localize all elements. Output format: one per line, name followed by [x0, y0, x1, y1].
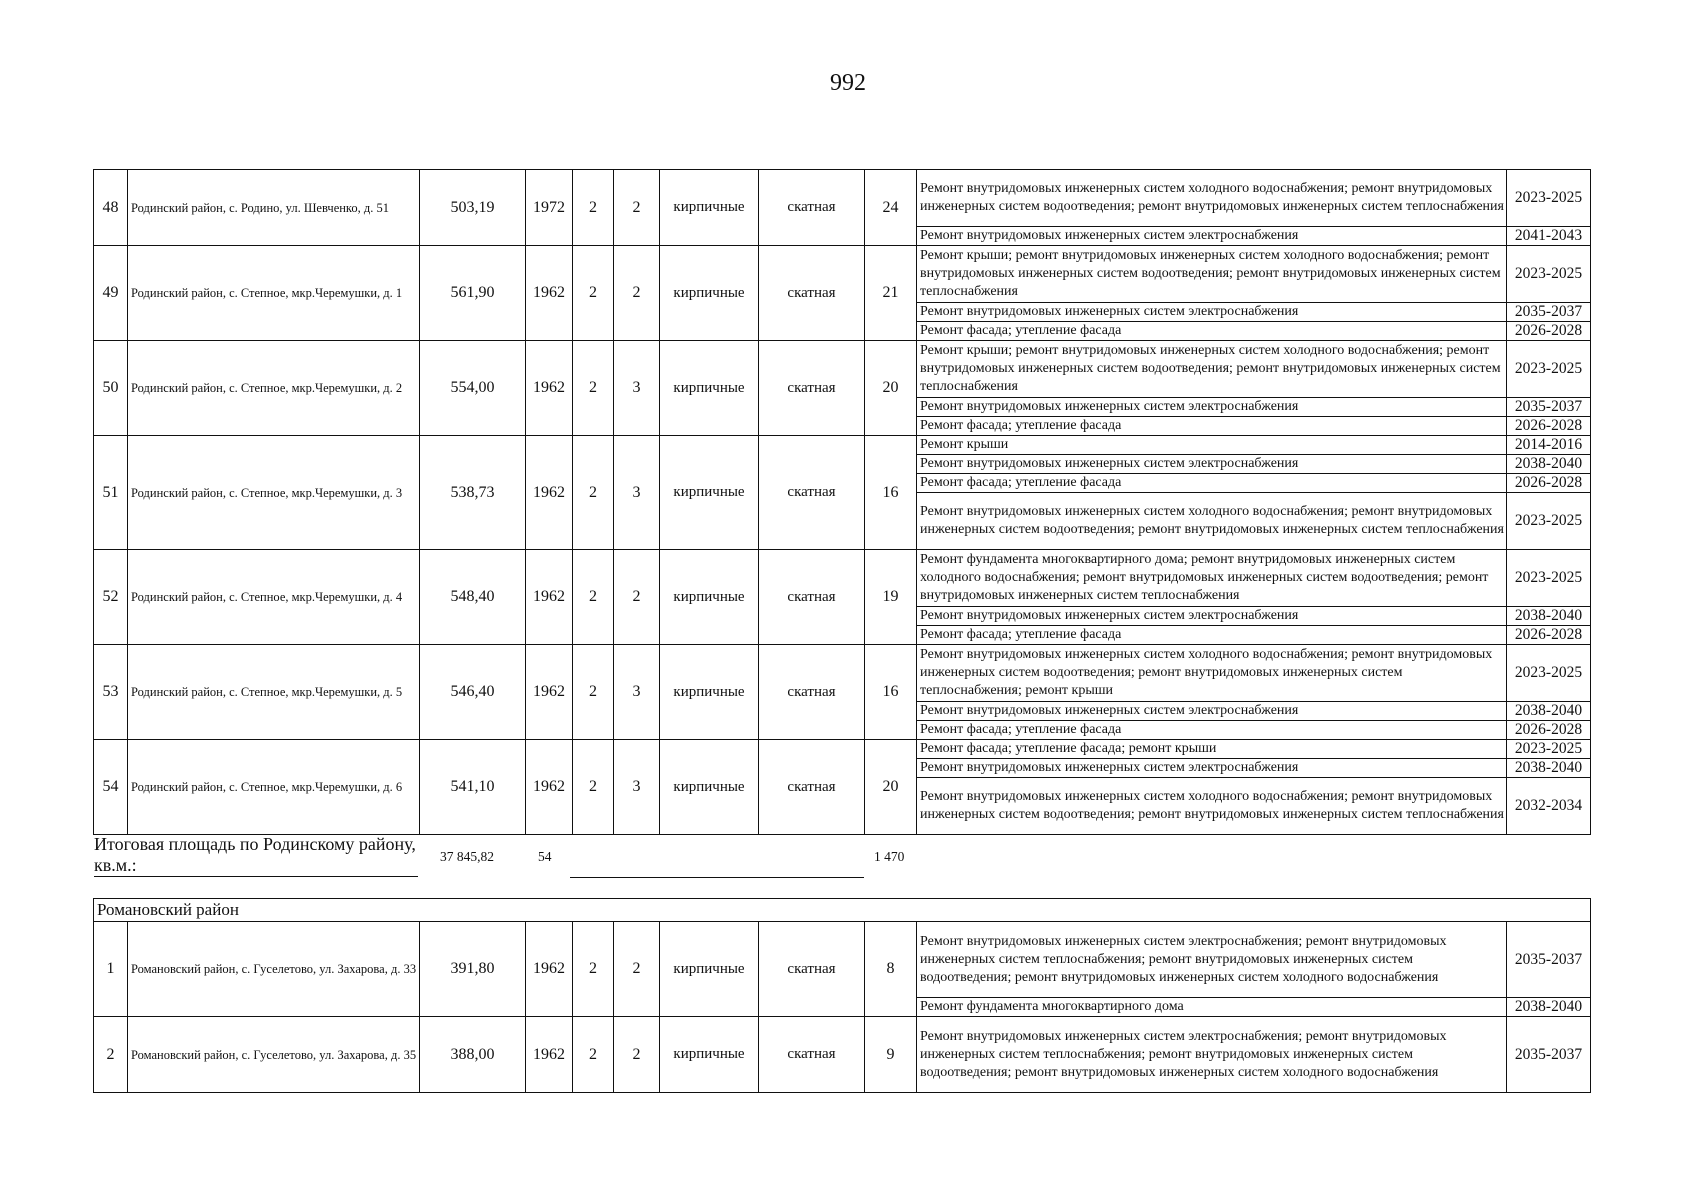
- work-period-cell: 2038-2040: [1507, 702, 1591, 721]
- work-description-cell: Ремонт внутридомовых инженерных систем электроснабжения: [917, 607, 1507, 626]
- work-period-cell: 2026-2028: [1507, 626, 1591, 645]
- table-row: [94, 922, 1591, 998]
- floors-cell: 2: [573, 436, 614, 550]
- roof-type-cell: скатная: [759, 550, 865, 645]
- work-period-cell: 2038-2040: [1507, 607, 1591, 626]
- work-period-cell: 2026-2028: [1507, 474, 1591, 493]
- walls-material-cell: кирпичные: [660, 170, 759, 246]
- residents-cell: 16: [865, 436, 917, 550]
- work-period-cell: 2035-2037: [1507, 303, 1591, 322]
- residents-cell: 20: [865, 341, 917, 436]
- floors-cell: 2: [573, 1017, 614, 1093]
- area-cell: 554,00: [420, 341, 526, 436]
- row-number: 51: [94, 436, 128, 550]
- year-cell: 1962: [526, 550, 573, 645]
- year-cell: 1962: [526, 246, 573, 341]
- row-number: 50: [94, 341, 128, 436]
- table-body: [94, 899, 1591, 1093]
- work-period-cell: 2023-2025: [1507, 550, 1591, 607]
- residents-cell: 24: [865, 170, 917, 246]
- address-cell: Родинский район, с. Степное, мкр.Черемушки, д. 1: [128, 246, 420, 341]
- work-period-cell: 2026-2028: [1507, 721, 1591, 740]
- row-number: 52: [94, 550, 128, 645]
- section-header-row: [94, 899, 1591, 922]
- work-period-cell: 2035-2037: [1507, 922, 1591, 998]
- entrances-cell: 3: [614, 341, 660, 436]
- row-number: 49: [94, 246, 128, 341]
- work-description-cell: Ремонт фасада; утепление фасада: [917, 417, 1507, 436]
- entrances-cell: 3: [614, 436, 660, 550]
- work-description-cell: Ремонт фундамента многоквартирного дома; ремонт внутридомовых инженерных систем холодного водоснабжения; ремонт внутридомовых инженерных систем водоотведения; ремонт внутридомовых инженерных систем теплоснабжения: [917, 550, 1507, 607]
- walls-material-cell: кирпичные: [660, 645, 759, 740]
- total-residents: 1 470: [874, 849, 905, 864]
- residents-cell: 8: [865, 922, 917, 1017]
- year-cell: 1962: [526, 645, 573, 740]
- roof-type-cell: скатная: [759, 246, 865, 341]
- address-cell: Родинский район, с. Степное, мкр.Черемушки, д. 4: [128, 550, 420, 645]
- work-description-cell: Ремонт внутридомовых инженерных систем электроснабжения: [917, 759, 1507, 778]
- work-description-cell: Ремонт фундамента многоквартирного дома: [917, 998, 1507, 1017]
- work-description-cell: Ремонт внутридомовых инженерных систем электроснабжения: [917, 303, 1507, 322]
- work-description-cell: Ремонт внутридомовых инженерных систем электроснабжения: [917, 702, 1507, 721]
- total-count: 54: [538, 849, 552, 864]
- area-cell: 538,73: [420, 436, 526, 550]
- roof-type-cell: скатная: [759, 922, 865, 1017]
- roof-type-cell: скатная: [759, 1017, 865, 1093]
- work-description-cell: Ремонт фасада; утепление фасада: [917, 721, 1507, 740]
- work-period-cell: 2023-2025: [1507, 341, 1591, 398]
- table-row: [94, 170, 1591, 227]
- residents-cell: 19: [865, 550, 917, 645]
- address-cell: Родинский район, с. Степное, мкр.Черемушки, д. 3: [128, 436, 420, 550]
- year-cell: 1962: [526, 922, 573, 1017]
- floors-cell: 2: [573, 922, 614, 1017]
- table-row: [94, 436, 1591, 455]
- work-period-cell: 2023-2025: [1507, 246, 1591, 303]
- residents-cell: 20: [865, 740, 917, 835]
- work-description-cell: Ремонт внутридомовых инженерных систем электроснабжения; ремонт внутридомовых инженерных систем теплоснабжения; ремонт внутридомовых инженерных систем водоотведения; ремонт внутридомовых инженерных систем холодного водоснабжения: [917, 1017, 1507, 1093]
- work-description-cell: Ремонт внутридомовых инженерных систем электроснабжения; ремонт внутридомовых инженерных систем теплоснабжения; ремонт внутридомовых инженерных систем водоотведения; ремонт внутридомовых инженерных систем холодного водоснабжения: [917, 922, 1507, 998]
- section-title: Романовский район: [94, 899, 1591, 922]
- table-row: [94, 550, 1591, 607]
- table-row: [94, 1017, 1591, 1093]
- roof-type-cell: скатная: [759, 436, 865, 550]
- work-period-cell: 2026-2028: [1507, 417, 1591, 436]
- work-period-cell: 2035-2037: [1507, 398, 1591, 417]
- area-cell: 391,80: [420, 922, 526, 1017]
- work-period-cell: 2035-2037: [1507, 1017, 1591, 1093]
- walls-material-cell: кирпичные: [660, 550, 759, 645]
- work-period-cell: 2023-2025: [1507, 170, 1591, 227]
- address-cell: Родинский район, с. Родино, ул. Шевченко, д. 51: [128, 170, 420, 246]
- floors-cell: 2: [573, 645, 614, 740]
- residents-cell: 9: [865, 1017, 917, 1093]
- area-cell: 546,40: [420, 645, 526, 740]
- residents-cell: 16: [865, 645, 917, 740]
- roof-type-cell: скатная: [759, 740, 865, 835]
- roof-type-cell: скатная: [759, 170, 865, 246]
- year-cell: 1962: [526, 740, 573, 835]
- table-row: [94, 740, 1591, 759]
- year-cell: 1962: [526, 1017, 573, 1093]
- work-description-cell: Ремонт внутридомовых инженерных систем электроснабжения: [917, 455, 1507, 474]
- work-description-cell: Ремонт внутридомовых инженерных систем холодного водоснабжения; ремонт внутридомовых инженерных систем водоотведения; ремонт внутридомовых инженерных систем теплоснабжения; ремонт крыши: [917, 645, 1507, 702]
- row-number: 1: [94, 922, 128, 1017]
- address-cell: Родинский район, с. Степное, мкр.Черемушки, д. 5: [128, 645, 420, 740]
- table-row: [94, 341, 1591, 398]
- work-description-cell: Ремонт крыши; ремонт внутридомовых инженерных систем холодного водоснабжения; ремонт внутридомовых инженерных систем водоотведения; ремонт внутридомовых инженерных систем теплоснабжения: [917, 341, 1507, 398]
- walls-material-cell: кирпичные: [660, 922, 759, 1017]
- address-cell: Родинский район, с. Степное, мкр.Черемушки, д. 2: [128, 341, 420, 436]
- table-body: [94, 170, 1591, 835]
- address-cell: Романовский район, с. Гуселетово, ул. Захарова, д. 35: [128, 1017, 420, 1093]
- totals-underline: [570, 877, 864, 878]
- work-description-cell: Ремонт фасада; утепление фасада: [917, 474, 1507, 493]
- work-description-cell: Ремонт фасада; утепление фасада; ремонт крыши: [917, 740, 1507, 759]
- roof-type-cell: скатная: [759, 341, 865, 436]
- walls-material-cell: кирпичные: [660, 246, 759, 341]
- floors-cell: 2: [573, 170, 614, 246]
- entrances-cell: 2: [614, 550, 660, 645]
- work-period-cell: 2032-2034: [1507, 778, 1591, 835]
- area-cell: 541,10: [420, 740, 526, 835]
- year-cell: 1972: [526, 170, 573, 246]
- work-description-cell: Ремонт внутридомовых инженерных систем электроснабжения: [917, 227, 1507, 246]
- work-period-cell: 2023-2025: [1507, 740, 1591, 759]
- walls-material-cell: кирпичные: [660, 1017, 759, 1093]
- area-cell: 561,90: [420, 246, 526, 341]
- work-period-cell: 2026-2028: [1507, 322, 1591, 341]
- entrances-cell: 2: [614, 170, 660, 246]
- row-number: 54: [94, 740, 128, 835]
- work-description-cell: Ремонт крыши: [917, 436, 1507, 455]
- row-number: 48: [94, 170, 128, 246]
- buildings-table-romanovsky: [93, 898, 1591, 1093]
- address-cell: Родинский район, с. Степное, мкр.Черемушки, д. 6: [128, 740, 420, 835]
- walls-material-cell: кирпичные: [660, 436, 759, 550]
- floors-cell: 2: [573, 246, 614, 341]
- work-description-cell: Ремонт крыши; ремонт внутридомовых инженерных систем холодного водоснабжения; ремонт внутридомовых инженерных систем водоотведения; ремонт внутридомовых инженерных систем теплоснабжения: [917, 246, 1507, 303]
- walls-material-cell: кирпичные: [660, 740, 759, 835]
- floors-cell: 2: [573, 550, 614, 645]
- total-area: 37 845,82: [440, 849, 494, 864]
- residents-cell: 21: [865, 246, 917, 341]
- work-period-cell: 2023-2025: [1507, 645, 1591, 702]
- work-description-cell: Ремонт внутридомовых инженерных систем электроснабжения: [917, 398, 1507, 417]
- entrances-cell: 3: [614, 645, 660, 740]
- floors-cell: 2: [573, 341, 614, 436]
- roof-type-cell: скатная: [759, 645, 865, 740]
- work-period-cell: 2038-2040: [1507, 759, 1591, 778]
- work-period-cell: 2041-2043: [1507, 227, 1591, 246]
- row-number: 53: [94, 645, 128, 740]
- work-description-cell: Ремонт внутридомовых инженерных систем холодного водоснабжения; ремонт внутридомовых инженерных систем водоотведения; ремонт внутридомовых инженерных систем теплоснабжения: [917, 493, 1507, 550]
- work-period-cell: 2038-2040: [1507, 455, 1591, 474]
- buildings-table-rodinsky: [93, 169, 1591, 835]
- address-cell: Романовский район, с. Гуселетово, ул. Захарова, д. 33: [128, 922, 420, 1017]
- area-cell: 548,40: [420, 550, 526, 645]
- work-description-cell: Ремонт фасада; утепление фасада: [917, 322, 1507, 341]
- totals-label: Итоговая площадь по Родинскому району, кв.м.:: [94, 834, 418, 877]
- work-description-cell: Ремонт фасада; утепление фасада: [917, 626, 1507, 645]
- area-cell: 388,00: [420, 1017, 526, 1093]
- walls-material-cell: кирпичные: [660, 341, 759, 436]
- work-period-cell: 2038-2040: [1507, 998, 1591, 1017]
- page-number: 992: [830, 70, 866, 96]
- entrances-cell: 2: [614, 246, 660, 341]
- work-description-cell: Ремонт внутридомовых инженерных систем холодного водоснабжения; ремонт внутридомовых инженерных систем водоотведения; ремонт внутридомовых инженерных систем теплоснабжения: [917, 778, 1507, 835]
- floors-cell: 2: [573, 740, 614, 835]
- table-row: [94, 645, 1591, 702]
- work-period-cell: 2023-2025: [1507, 493, 1591, 550]
- work-description-cell: Ремонт внутридомовых инженерных систем холодного водоснабжения; ремонт внутридомовых инженерных систем водоотведения; ремонт внутридомовых инженерных систем теплоснабжения: [917, 170, 1507, 227]
- year-cell: 1962: [526, 341, 573, 436]
- entrances-cell: 3: [614, 740, 660, 835]
- year-cell: 1962: [526, 436, 573, 550]
- entrances-cell: 2: [614, 922, 660, 1017]
- work-period-cell: 2014-2016: [1507, 436, 1591, 455]
- entrances-cell: 2: [614, 1017, 660, 1093]
- area-cell: 503,19: [420, 170, 526, 246]
- row-number: 2: [94, 1017, 128, 1093]
- table-row: [94, 246, 1591, 303]
